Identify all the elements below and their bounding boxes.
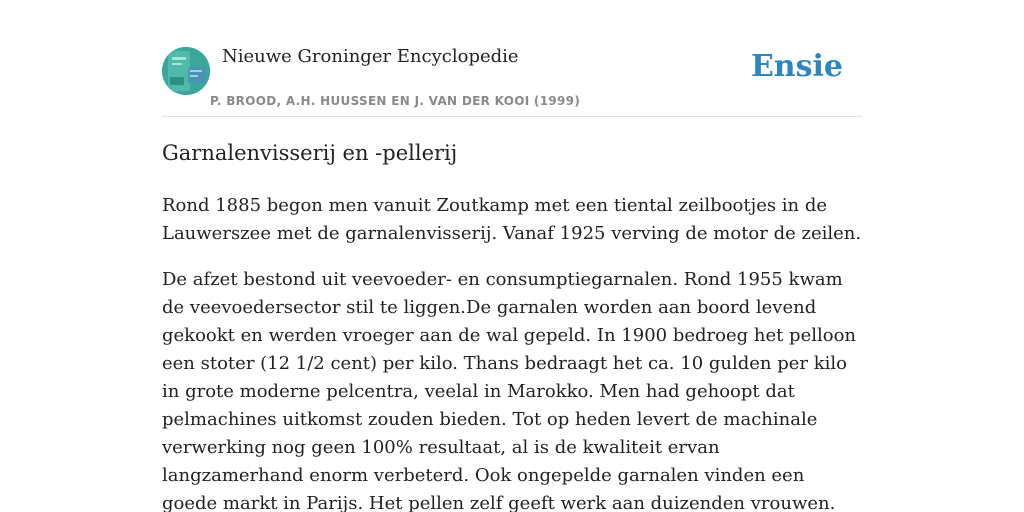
content-container <box>162 0 862 512</box>
source-authors: P. BROOD, A.H. HUUSSEN EN J. VAN DER KOOI (1999) <box>210 94 581 108</box>
source-title[interactable]: Nieuwe Groninger Encyclopedie <box>222 46 519 67</box>
brand-logo[interactable]: Ensie <box>750 49 843 84</box>
article-body <box>162 192 862 512</box>
paragraph: De afzet bestond uit veevoeder- en consumptiegarnalen. Rond 1955 kwam de veevoedersector stil te liggen.De garnalen worden aan boord levend gekookt en werden vroeger aan de wal gepeld. In 1900 bedroeg het pelloon een stoter (12 1/2 cent) per kilo. Thans bedraagt het ca. 10 gulden per kilo in grote moderne pelcentra, veelal in Marokko. Men had gehoopt dat pelmachines uitkomst zouden bieden. Tot op heden levert de machinale verwerking nog geen 100% resultaat, al is de kwaliteit ervan langzamerhand enorm verbeterd. Ook ongepelde garnalen vinden een goede markt in Parijs. Het pellen zelf geeft werk aan duizenden vrouwen. <box>162 269 857 512</box>
article-title: Garnalenvisserij en -pellerij <box>162 141 458 165</box>
encyclopedia-logo-icon[interactable] <box>162 47 210 95</box>
source-header <box>162 0 862 117</box>
paragraph: Rond 1885 begon men vanuit Zoutkamp met een tiental zeilbootjes in de Lauwerszee met de garnalenvisserij. Vanaf 1925 verving de motor de zeilen. <box>162 195 862 244</box>
